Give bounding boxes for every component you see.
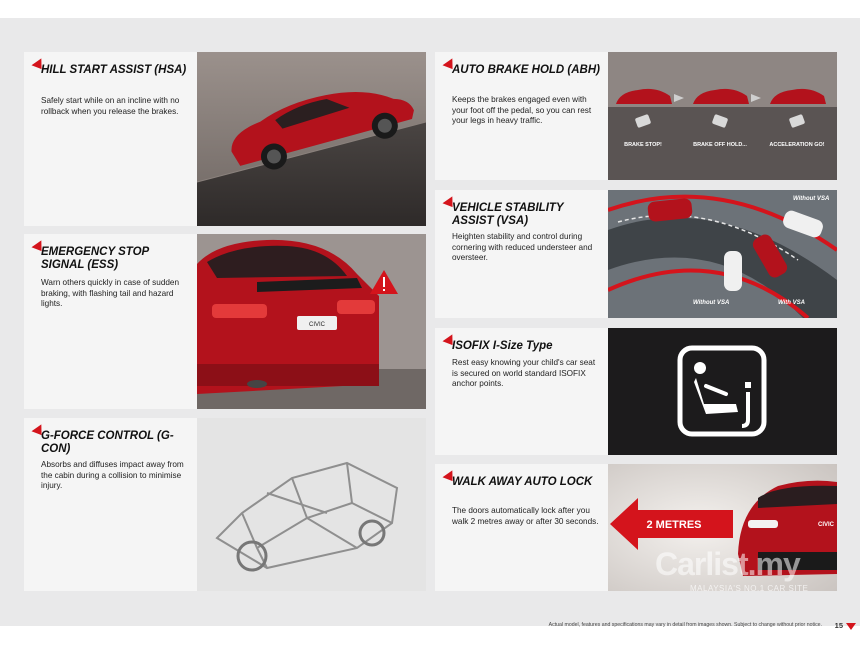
feature-card-gcon: [24, 418, 426, 591]
abh-step-label: BRAKE STOP!: [624, 142, 662, 148]
vsa-image: [608, 190, 837, 318]
feature-title: AUTO BRAKE HOLD (ABH): [452, 64, 601, 76]
red-marker-icon: [846, 623, 856, 630]
brochure-page: [0, 18, 860, 630]
feature-description: Heighten stability and control during cornering with reduced understeer and oversteer.: [452, 232, 593, 263]
feature-title: HILL START ASSIST (HSA): [41, 64, 187, 76]
feature-title: G-FORCE CONTROL (G-CON): [41, 430, 174, 455]
vsa-label: Without VSA: [693, 300, 730, 306]
gcon-image: [197, 418, 426, 591]
abh-step-label: BRAKE OFF HOLD...: [693, 142, 747, 148]
feature-description: Warn others quickly in case of sudden braking, with flashing tail and hazard lights.: [41, 278, 180, 309]
watermark-tagline: MALAYSIA'S NO.1 CAR SITE: [690, 584, 809, 593]
feature-title: ISOFIX I-Size Type: [452, 340, 553, 352]
distance-label: 2 METRES: [646, 519, 702, 531]
feature-title: VEHICLE STABILITY ASSIST (VSA): [452, 202, 564, 227]
feature-card-abh: [435, 52, 837, 180]
feature-description: Keeps the brakes engaged even with your foot off the pedal, so you can rest your legs in heavy traffic.: [452, 95, 592, 126]
feature-title: WALK AWAY AUTO LOCK: [452, 476, 593, 488]
feature-description: Rest easy knowing your child's car seat is secured on world standard ISOFIX anchor points.: [452, 358, 596, 389]
footnote: Actual model, features and specifications may vary in detail from images shown. Subject to change without prior notice.: [548, 622, 822, 628]
watermark-brand: Carlist.my: [655, 546, 800, 582]
feature-card-hsa: [24, 52, 426, 226]
abh-step-label: ACCELERATION GO!: [769, 142, 825, 148]
vsa-label: Without VSA: [793, 196, 830, 202]
abh-image: [608, 52, 837, 180]
feature-card-vsa: [435, 190, 837, 318]
feature-description: The doors automatically lock after you walk 2 metres away or after 30 seconds.: [452, 506, 599, 526]
isofix-image: [608, 328, 837, 455]
feature-description: Safely start while on an incline with no rollback when you release the brakes.: [41, 96, 180, 116]
feature-card-isofix: [435, 328, 837, 455]
feature-description: Absorbs and diffuses impact away from the cabin during a collision to minimise injury.: [41, 460, 184, 491]
feature-card-ess: [24, 234, 426, 409]
vsa-label: With VSA: [778, 300, 805, 306]
license-plate-text: CIVIC: [308, 322, 326, 328]
white-car-icon: [724, 251, 742, 291]
civic-badge: CIVIC: [818, 522, 835, 528]
ess-image: [197, 234, 426, 409]
feature-title: EMERGENCY STOP SIGNAL (ESS): [41, 246, 149, 271]
hsa-image: [197, 52, 426, 226]
page-number: 15: [834, 621, 843, 630]
